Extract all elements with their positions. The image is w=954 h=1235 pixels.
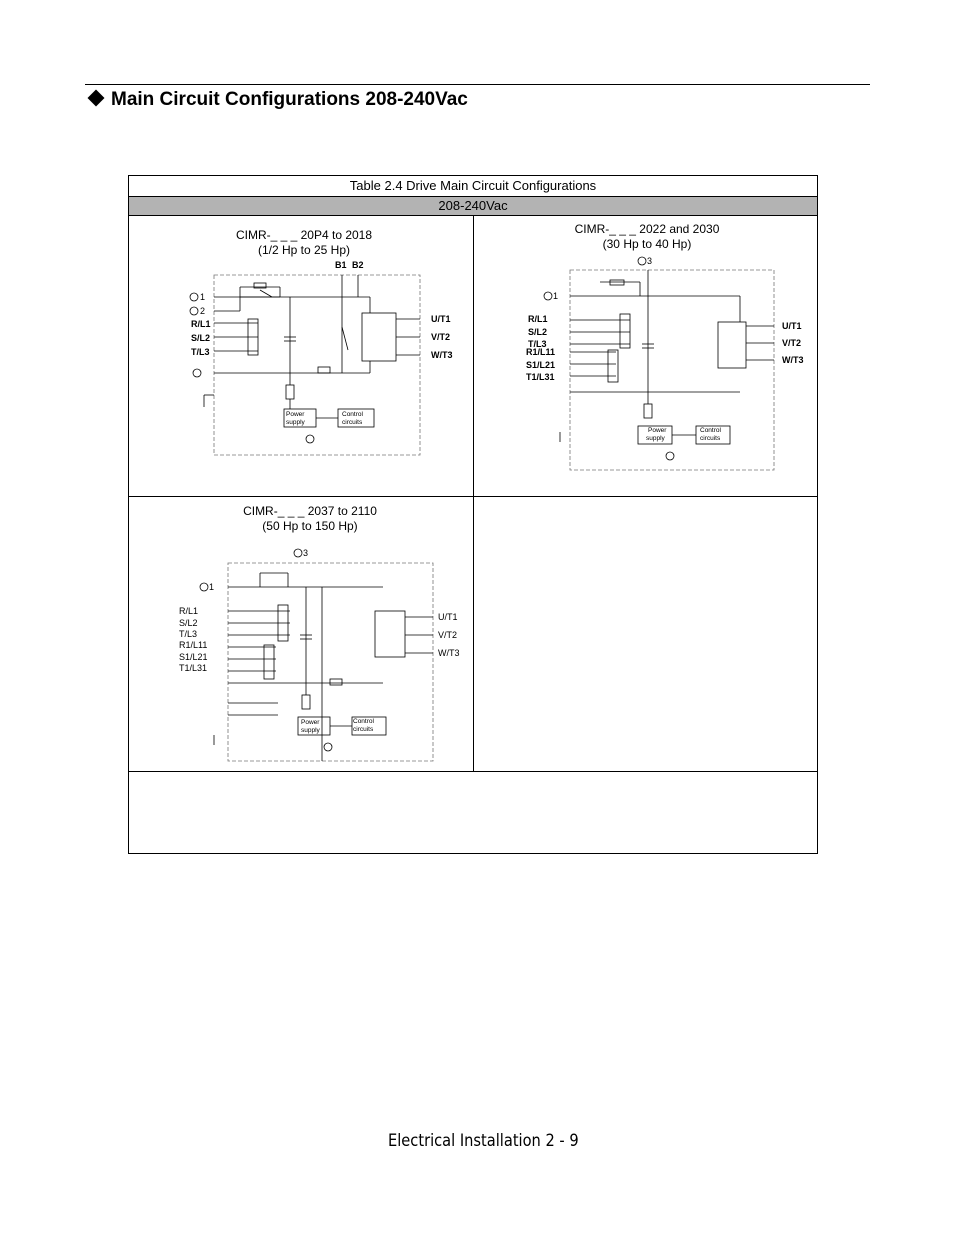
v-label: V/T2 [782, 338, 802, 348]
hp-range: (1/2 Hp to 25 Hp) [257, 243, 351, 257]
t1-label: T1/L31 [526, 372, 555, 382]
b1-label: B1 [335, 260, 347, 270]
column-divider [473, 216, 474, 771]
s1-label: S1/L21 [526, 360, 556, 370]
section-heading [86, 89, 468, 111]
diamond-bullet-icon [88, 90, 105, 107]
w-label: W/T3 [431, 350, 453, 360]
u-label: U/T1 [782, 321, 802, 331]
power-label: Power [286, 411, 305, 418]
r-label: R/L1 [179, 606, 199, 616]
circuits-label: circuits [700, 435, 721, 442]
model-range: CIMR-_ _ _ 2022 and 2030 [574, 222, 720, 236]
circuits-label: circuits [342, 419, 363, 426]
plus3-label: 3 [647, 256, 653, 266]
circuits-label: circuits [353, 726, 374, 733]
r-label: R/L1 [528, 314, 548, 324]
plus1-label: 1 [209, 582, 215, 592]
s-label: S/L2 [191, 333, 211, 343]
plus1-label: 1 [200, 292, 206, 302]
supply-label: supply [301, 727, 320, 734]
model-range: CIMR-_ _ _ 2037 to 2110 [243, 504, 377, 518]
hp-range: (30 Hp to 40 Hp) [602, 237, 692, 251]
power-label: Power [301, 719, 320, 726]
row-divider [129, 496, 817, 497]
cell-title-1 [169, 228, 439, 258]
power-label: Power [648, 427, 667, 434]
circuit-diagram-3 [168, 545, 468, 765]
header-rule [85, 84, 870, 85]
r1-label: R1/L11 [179, 640, 208, 650]
control-label: Control [700, 427, 721, 434]
u-label: U/T1 [431, 314, 451, 324]
u-label: U/T1 [438, 612, 458, 622]
model-range: CIMR-_ _ _ 20P4 to 2018 [235, 228, 373, 242]
supply-label: supply [646, 435, 665, 442]
b2-label: B2 [352, 260, 364, 270]
w-label: W/T3 [438, 648, 460, 658]
r1-label: R1/L11 [526, 347, 556, 357]
s-label: S/L2 [179, 618, 198, 628]
t-label: T/L3 [179, 629, 198, 639]
control-label: Control [342, 411, 363, 418]
hp-range: (50 Hp to 150 Hp) [262, 519, 358, 533]
plus2-label: 2 [200, 306, 206, 316]
s1-label: S1/L21 [179, 652, 208, 662]
v-label: V/T2 [431, 332, 451, 342]
t-label: T/L3 [191, 347, 210, 357]
supply-label: supply [286, 419, 305, 426]
circuit-diagram-2 [520, 252, 810, 474]
w-label: W/T3 [782, 355, 804, 365]
plus1-label: 1 [553, 291, 559, 301]
cell-title-2 [512, 222, 782, 252]
cell-title-3 [175, 504, 445, 534]
r-label: R/L1 [191, 319, 211, 329]
table-caption: Table 2.4 Drive Main Circuit Configurations [129, 176, 817, 197]
v-label: V/T2 [438, 630, 458, 640]
voltage-band: 208-240Vac [129, 197, 817, 216]
section-title: Main Circuit Configurations 208-240Vac [111, 89, 468, 110]
control-label: Control [353, 718, 374, 725]
t1-label: T1/L31 [179, 663, 208, 673]
page-footer: Electrical Installation 2 - 9 [388, 1131, 579, 1151]
t-label: T/L3 [528, 339, 547, 349]
row-divider [129, 771, 817, 772]
circuit-diagram-1 [180, 255, 460, 465]
s-label: S/L2 [528, 327, 548, 337]
plus3-label: 3 [303, 548, 309, 558]
